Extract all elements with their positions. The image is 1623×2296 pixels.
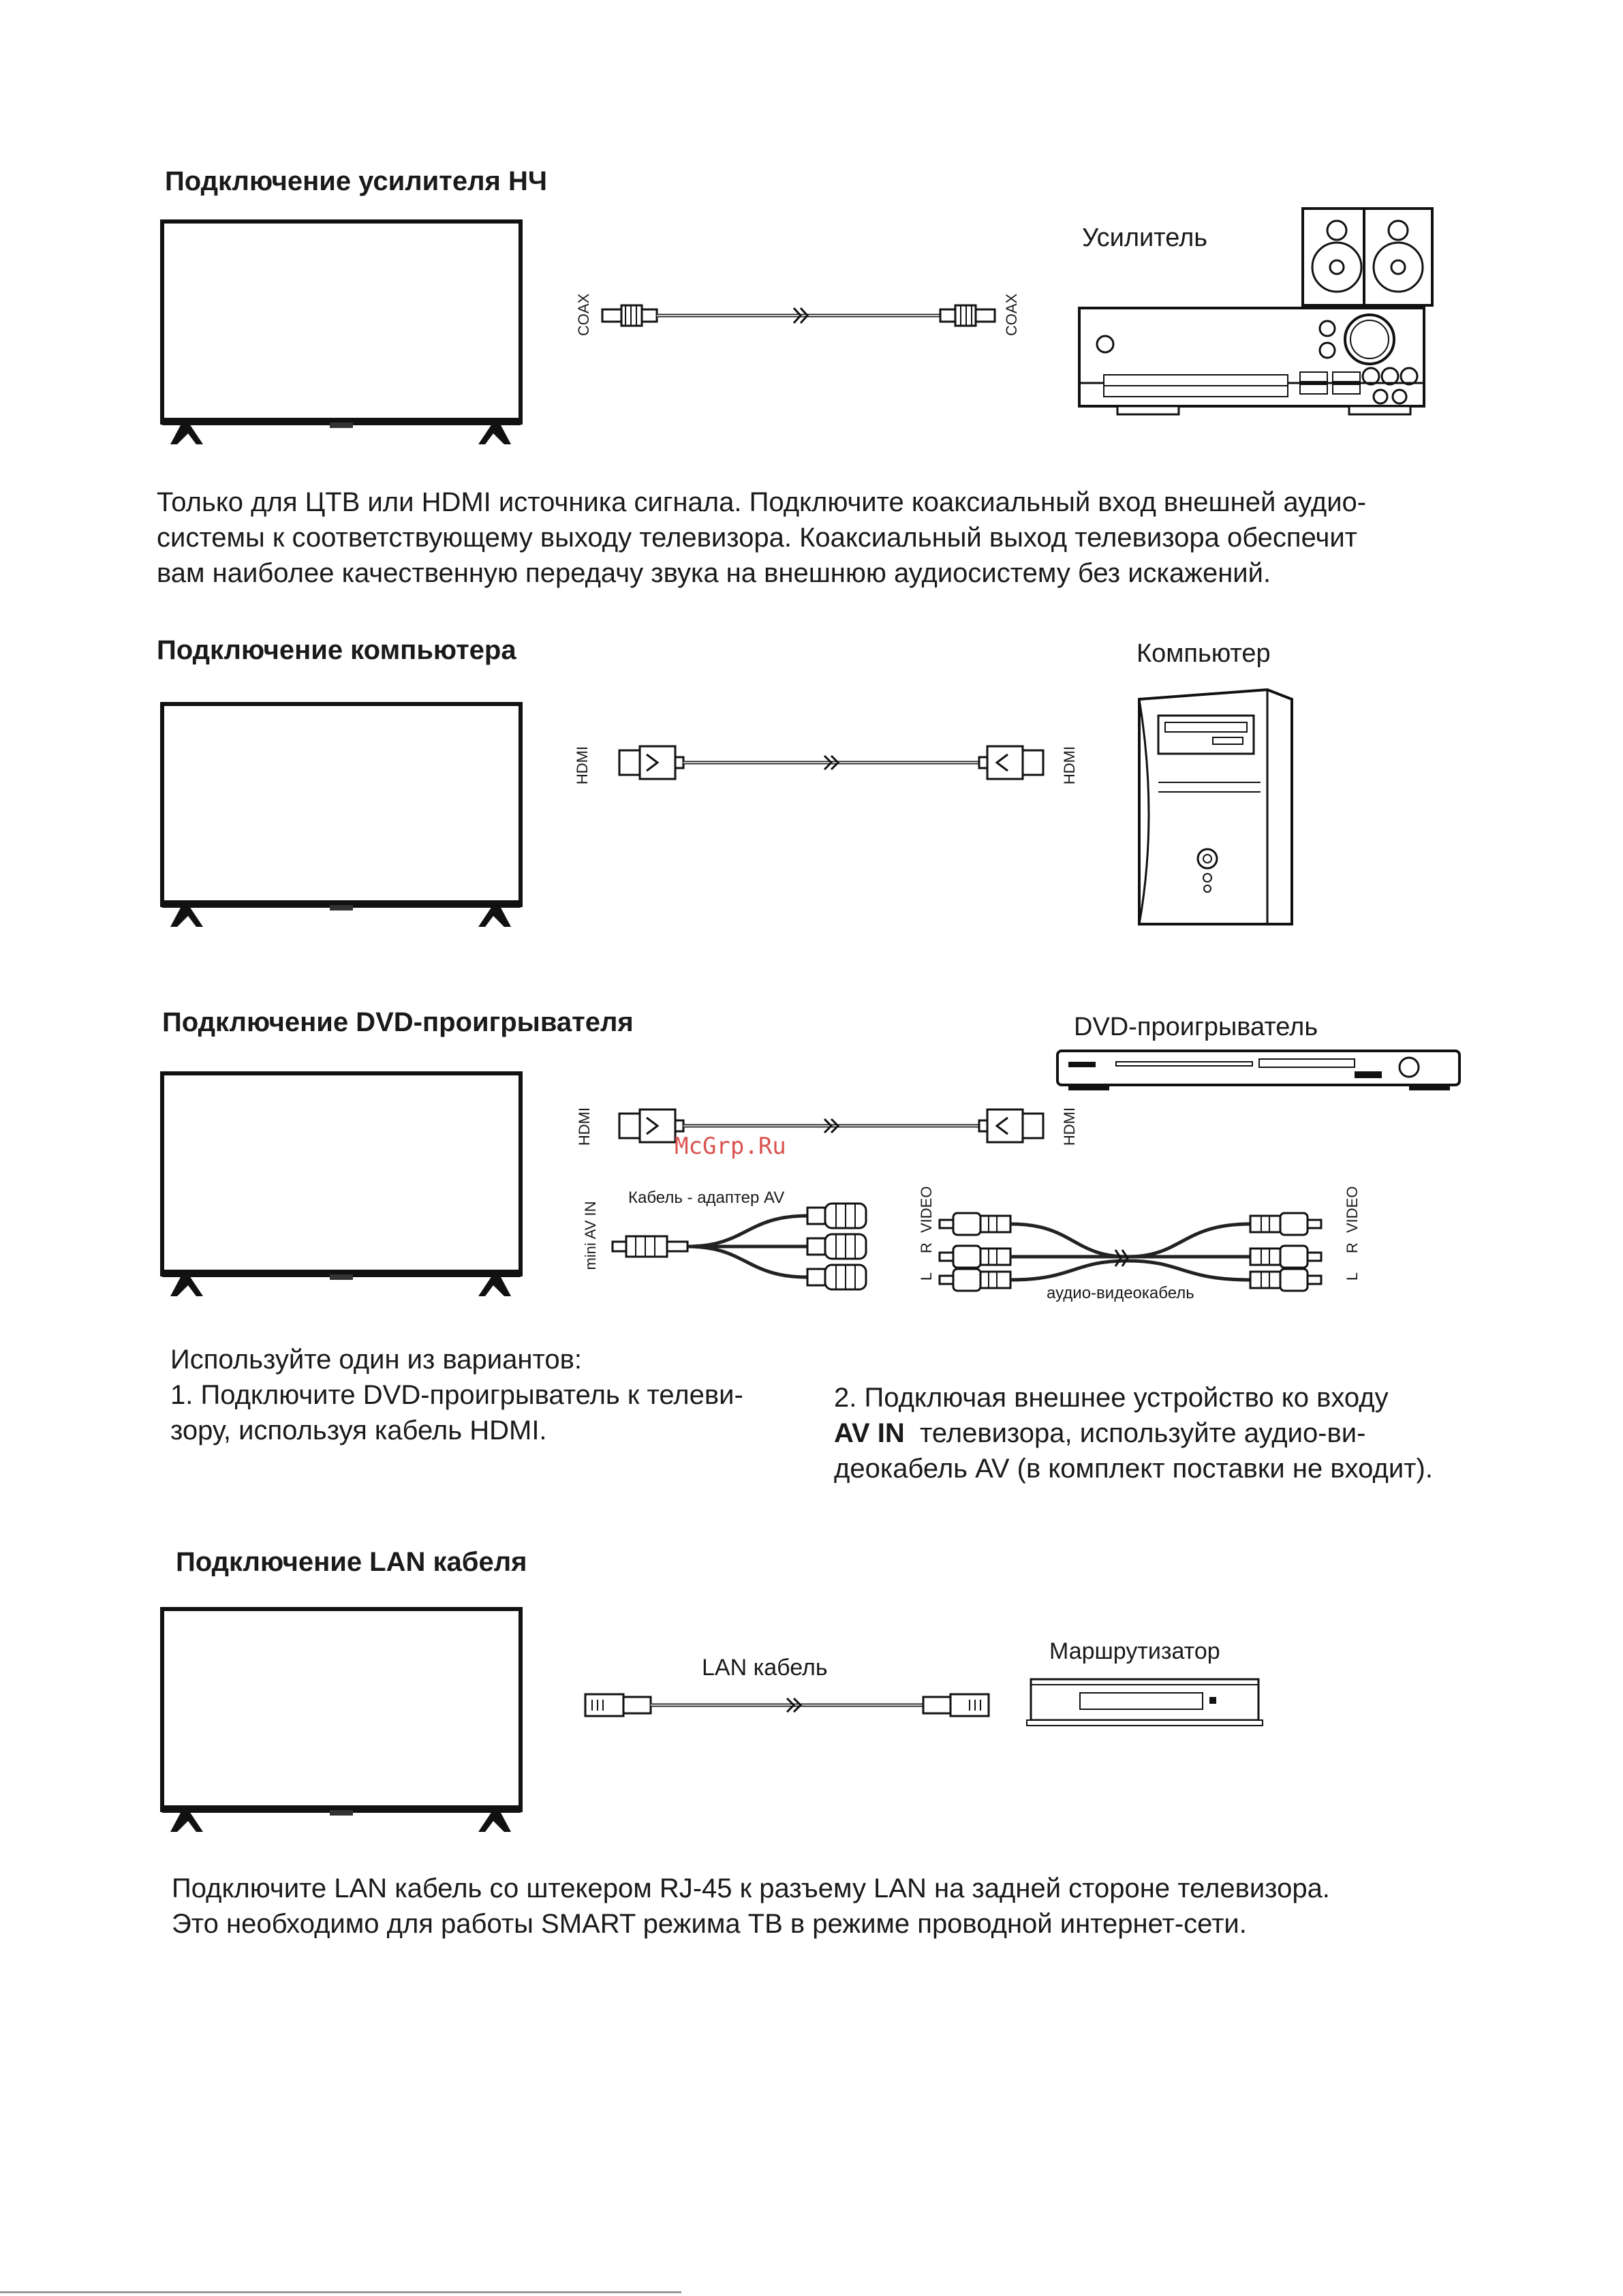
amplifier-section-title: Подключение усилителя НЧ (165, 166, 547, 196)
coax-port-label-left: COAX (575, 293, 592, 336)
jack-label-left-video: VIDEO (918, 1186, 935, 1233)
amplifier-illustration (1077, 204, 1431, 423)
av-in-bold-text: AV IN (834, 1418, 905, 1448)
dvd-device-label: DVD-проигрыватель (1074, 1013, 1318, 1041)
dvd-player-illustration (1055, 1047, 1464, 1095)
router-illustration (1025, 1675, 1264, 1730)
jack-label-right-l: L (1344, 1272, 1361, 1281)
dvd-option1-line-2: зору, используя кабель HDMI. (170, 1415, 547, 1445)
lan-section-title: Подключение LAN кабеля (176, 1547, 527, 1577)
dvd-intro-text: Используйте один из вариантов: (170, 1345, 582, 1375)
jack-label-left-l: L (918, 1272, 935, 1281)
computer-tower-illustration (1131, 680, 1295, 932)
hdmi-port-label-left: HDMI (574, 746, 591, 785)
amplifier-paragraph-line-1: Только для ЦТВ или HDMI источника сигнала. Подключите коаксиальный вход внешней аудио- (157, 487, 1367, 517)
jack-label-left-r: R (918, 1242, 935, 1253)
dvd-hdmi-port-label-right: HDMI (1061, 1107, 1078, 1146)
page-footer-rule (0, 2291, 681, 2293)
dvd-option2-line-3: деокабель AV (в комплект поставки не входит). (834, 1454, 1433, 1484)
dvd-hdmi-port-label-left: HDMI (576, 1107, 593, 1146)
hdmi-port-label-right: HDMI (1061, 746, 1078, 785)
av-cable-label: аудио-видеокабель (1047, 1284, 1194, 1302)
dvd-option1-line-1: 1. Подключите DVD-проигрыватель к телеви- (170, 1380, 743, 1410)
lan-paragraph-line-1: Подключите LAN кабель со штекером RJ-45 к разъему LAN на задней стороне телевизора. (172, 1873, 1330, 1903)
av-rca-cable-icon (937, 1199, 1332, 1295)
hdmi-cable-icon (617, 739, 1046, 787)
tv-illustration (161, 1071, 526, 1303)
dvd-option2-line-2 (834, 1413, 1365, 1453)
coax-cable-icon (600, 292, 1002, 339)
dvd-section-title: Подключение DVD-проигрывателя (162, 1007, 634, 1037)
av-adapter-label: Кабель - адаптер AV (628, 1189, 785, 1207)
jack-label-right-r: R (1344, 1242, 1361, 1253)
dvd-option2-line-1: 2. Подключая внешнее устройство ко входу (834, 1383, 1389, 1413)
dvd-option2-line-2-rest: телевизора, используйте аудио-ви- (904, 1418, 1366, 1448)
coax-port-label-right: COAX (1003, 293, 1020, 336)
amplifier-paragraph-line-3: вам наиболее качественную передачу звука на внешнюю аудиосистему без искажений. (157, 558, 1271, 588)
amplifier-paragraph-line-2: системы к соответствующему выходу телевизора. Коаксиальный выход телевизора обеспечит (157, 523, 1357, 553)
lan-cable-icon (583, 1685, 998, 1726)
lan-paragraph-line-2: Это необходимо для работы SMART режима ТВ в режиме проводной интернет-сети. (172, 1909, 1247, 1939)
computer-device-label: Компьютер (1137, 639, 1271, 668)
lan-cable-label: LAN кабель (702, 1655, 828, 1681)
computer-section-title: Подключение компьютера (157, 635, 516, 665)
tv-illustration (161, 1607, 526, 1839)
tv-illustration (161, 702, 526, 934)
tv-illustration (161, 219, 526, 451)
mini-av-in-label: mini AV IN (582, 1201, 599, 1270)
router-device-label: Маршрутизатор (1049, 1638, 1220, 1664)
jack-label-right-video: VIDEO (1344, 1186, 1361, 1233)
amplifier-device-label: Усилитель (1082, 224, 1208, 252)
av-adapter-cable-icon (610, 1199, 903, 1295)
watermark: McGrp.Ru (675, 1133, 786, 1160)
